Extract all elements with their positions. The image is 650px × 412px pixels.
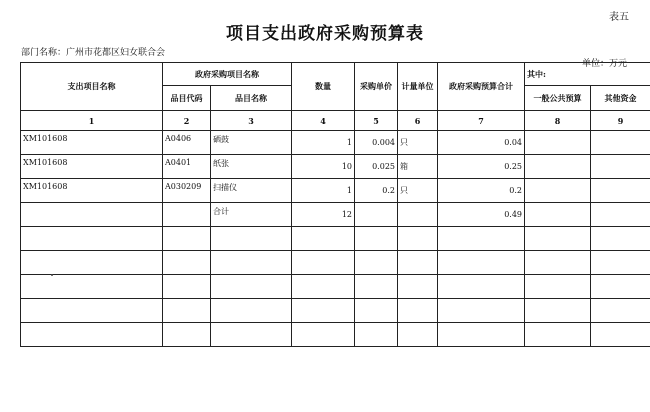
item-name-cell: 纸张 (211, 155, 292, 179)
empty-row (21, 251, 650, 275)
other-funds-cell (591, 131, 650, 155)
table-row (21, 131, 650, 155)
budget-total-cell: 0.04 (438, 131, 525, 155)
total-budget: 0.49 (438, 203, 525, 227)
item-code-cell: A0406 (163, 131, 211, 155)
header-procurement-item-name: 政府采购项目名称 (163, 63, 292, 86)
empty-cell (163, 203, 211, 227)
column-number: 1 (21, 111, 163, 131)
budget-total-cell: 0.2 (438, 179, 525, 203)
measure-unit-cell: 只 (398, 131, 438, 155)
column-number: 5 (355, 111, 398, 131)
header-item-code: 品目代码 (163, 86, 211, 111)
project-code-cell: XM101608 (21, 155, 163, 179)
item-code-cell: A0401 (163, 155, 211, 179)
empty-row (21, 299, 650, 323)
empty-row (21, 323, 650, 347)
column-number: 3 (211, 111, 292, 131)
empty-cell (355, 203, 398, 227)
empty-row (21, 227, 650, 251)
header-general-public-budget: 一般公共预算 (525, 86, 591, 111)
header-project-name: 支出项目名称 (21, 63, 163, 111)
column-number: 6 (398, 111, 438, 131)
column-number: 9 (591, 111, 650, 131)
empty-cell (21, 203, 163, 227)
department-name: 部门名称：广州市花都区妇女联合会 (21, 48, 166, 58)
column-number: 7 (438, 111, 525, 131)
budget-total-cell: 0.25 (438, 155, 525, 179)
measure-unit-cell: 箱 (398, 155, 438, 179)
project-code-cell: XM101608 (21, 131, 163, 155)
unit-price-cell: 0.2 (355, 179, 398, 203)
total-label: 合计 (211, 203, 292, 227)
table-row (21, 155, 650, 179)
header-quantity: 数量 (292, 63, 355, 111)
procurement-budget-table (20, 62, 650, 347)
project-code-cell: XM101608 (21, 179, 163, 203)
form-code: 表五 (609, 12, 629, 23)
column-number: 8 (525, 111, 591, 131)
table-row (21, 179, 650, 203)
document-title: 项目支出政府采购预算表 (226, 24, 424, 44)
general-budget-cell (525, 179, 591, 203)
unit-label: 单位：万元 (581, 59, 627, 69)
unit-price-cell: 0.004 (355, 131, 398, 155)
quantity-cell: 10 (292, 155, 355, 179)
general-budget-cell (525, 155, 591, 179)
unit-price-cell: 0.025 (355, 155, 398, 179)
header-measure-unit: 计量单位 (398, 63, 438, 111)
item-name-cell: 硒鼓 (211, 131, 292, 155)
empty-row (21, 275, 650, 299)
total-row (21, 203, 650, 227)
column-number: 4 (292, 111, 355, 131)
other-funds-cell (591, 179, 650, 203)
empty-cell (398, 203, 438, 227)
empty-cell (591, 203, 650, 227)
header-unit-price: 采购单价 (355, 63, 398, 111)
header-item-name: 品目名称 (211, 86, 292, 111)
column-number: 2 (163, 111, 211, 131)
column-number-row (21, 111, 650, 131)
measure-unit-cell: 只 (398, 179, 438, 203)
general-budget-cell (525, 131, 591, 155)
quantity-cell: 1 (292, 131, 355, 155)
header-of-which: 其中: (525, 63, 650, 86)
other-funds-cell (591, 155, 650, 179)
header-budget-total: 政府采购预算合计 (438, 63, 525, 111)
quantity-cell: 1 (292, 179, 355, 203)
total-quantity: 12 (292, 203, 355, 227)
item-code-cell: A030209 (163, 179, 211, 203)
scan-speck (51, 274, 53, 276)
empty-cell (525, 203, 591, 227)
header-other-funds: 其他资金 (591, 86, 650, 111)
item-name-cell: 扫描仪 (211, 179, 292, 203)
